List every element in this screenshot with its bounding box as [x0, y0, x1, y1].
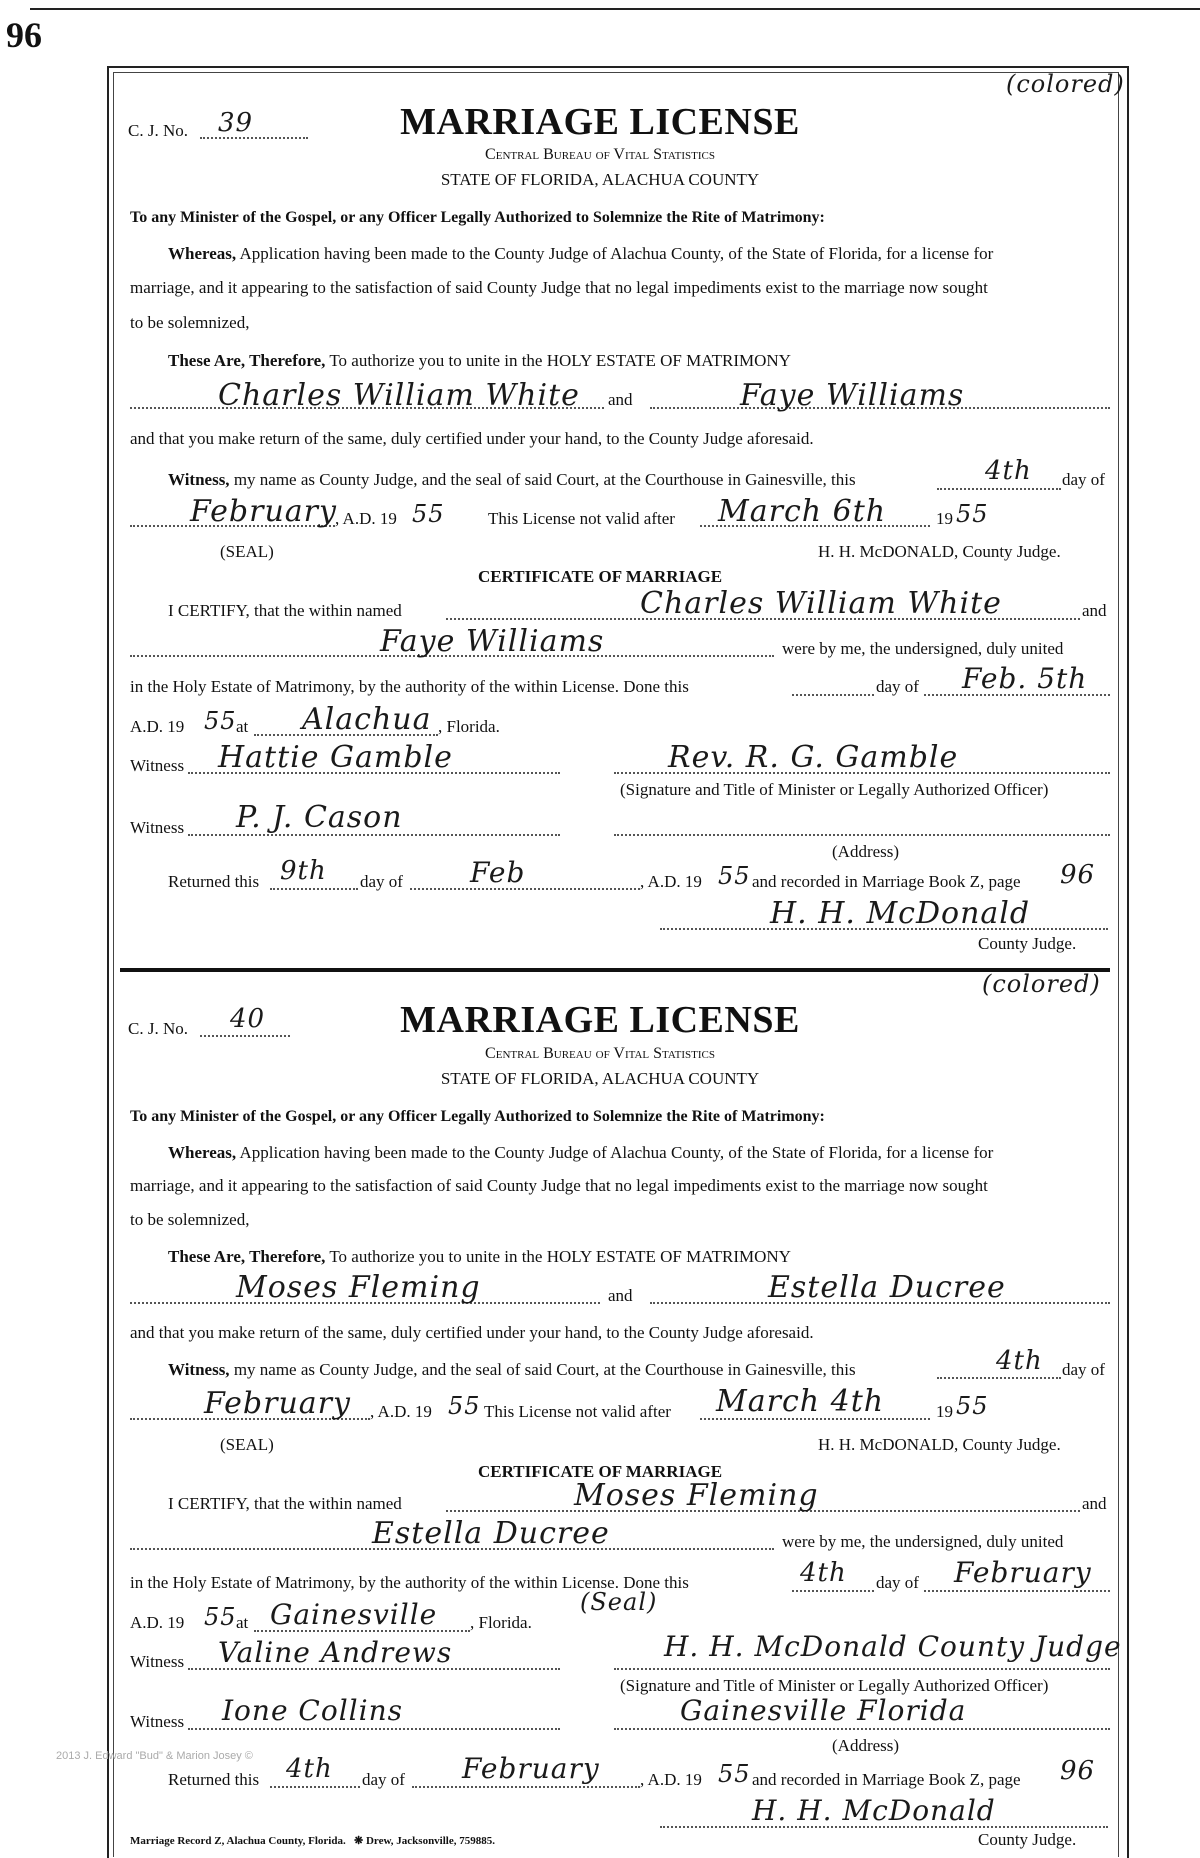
returned-day-dots — [270, 888, 358, 890]
witness-2-label: Witness — [130, 818, 185, 837]
these-are-line: These Are, Therefore, To authorize you to unite in the HOLY ESTATE OF MATRIMONY — [168, 351, 791, 370]
witness-2-name: Ione Collins — [222, 1694, 403, 1727]
returned-month-dots — [412, 1786, 640, 1788]
issue-day-dots — [937, 1377, 1061, 1379]
witness-1-label: Witness — [130, 756, 185, 775]
officer-signature: H. H. McDonald County Judge — [664, 1630, 1122, 1663]
officer-dots — [614, 1668, 1110, 1670]
ad-label: , A.D. 19 — [335, 509, 397, 528]
record-page: 96 — [1060, 860, 1096, 890]
cert-and-label: and — [1082, 1494, 1107, 1513]
ad-label: , A.D. 19 — [370, 1402, 432, 1421]
returned-day: 9th — [280, 856, 327, 886]
done-month-dots — [924, 1590, 1110, 1592]
printer-mark: ❋ — [353, 1835, 364, 1847]
done-day-dots — [792, 1590, 874, 1592]
state-line: STATE OF FLORIDA, ALACHUA COUNTY — [440, 1069, 760, 1088]
bride-name: Estella Ducree — [768, 1270, 1006, 1305]
done-day: 4th — [800, 1558, 847, 1588]
holy-estate-line: in the Holy Estate of Matrimony, by the authority of the within License. Done this — [130, 1573, 689, 1592]
recorded-label: and recorded in Marriage Book Z, page — [752, 872, 1021, 891]
record-page: 96 — [1060, 1756, 1096, 1786]
cert-bride: Estella Ducree — [372, 1516, 610, 1551]
day-of-label: day of — [1062, 470, 1105, 489]
cj-number: 39 — [218, 108, 254, 138]
done-day-dots — [792, 694, 874, 696]
license-title: MARRIAGE LICENSE — [400, 101, 800, 143]
witness-line: Witness, my name as County Judge, and the seal of said Court, at the Courthouse in Gainesville, this — [168, 1360, 856, 1379]
address-caption: (Address) — [832, 842, 900, 861]
place: Alachua — [302, 702, 432, 737]
whereas-line-3: to be solemnized, — [130, 1210, 250, 1229]
officer-signature: Rev. R. G. Gamble — [668, 740, 959, 775]
cert-and-label: and — [1082, 601, 1107, 620]
county-judge-label: County Judge. — [978, 934, 1077, 953]
witness-1-name: Hattie Gamble — [218, 740, 453, 775]
done-year: 55 — [204, 1603, 237, 1631]
and-label: and — [608, 390, 633, 409]
holy-estate-line: in the Holy Estate of Matrimony, by the authority of the within License. Done this — [130, 677, 689, 696]
seal-label: (SEAL) — [220, 542, 274, 561]
done-month: Feb. 5th — [962, 662, 1088, 695]
county-judge-label: County Judge. — [978, 1830, 1077, 1849]
judge-signature: H. H. McDonald — [770, 896, 1031, 931]
ad2-label: A.D. 19 — [130, 717, 185, 736]
cj-label: C. J. No. — [128, 121, 188, 140]
issue-year: 55 — [448, 1392, 481, 1420]
at-label: at — [236, 1613, 249, 1632]
groom-name: Charles William White — [218, 378, 580, 413]
certify-label: I CERTIFY, that the within named — [168, 601, 402, 620]
cert-bride: Faye Williams — [380, 624, 605, 659]
witness-1-name: Valine Andrews — [218, 1636, 453, 1669]
witness-2-dots — [188, 1728, 560, 1730]
copyright-watermark: 2013 J. Edward "Bud" & Marion Josey © — [56, 1750, 253, 1762]
bureau-line: Central Bureau of Vital Statistics — [485, 146, 715, 163]
issue-day-dots — [937, 488, 1061, 490]
done-year: 55 — [204, 707, 237, 735]
whereas-line-1: Whereas, Application having been made to the County Judge of Alachua County, of the State of Florida, for a license for — [168, 244, 994, 263]
seal-label: (SEAL) — [220, 1435, 274, 1454]
cert-groom: Moses Fleming — [574, 1478, 819, 1513]
done-month: February — [954, 1556, 1092, 1589]
valid-until: March 6th — [718, 494, 887, 529]
issue-day: 4th — [996, 1346, 1043, 1376]
united-label: were by me, the undersigned, duly united — [782, 639, 1064, 658]
colored-note: (colored) — [982, 970, 1101, 998]
top-rule — [30, 8, 1200, 10]
bureau-line: Central Bureau of Vital Statistics — [485, 1045, 715, 1062]
returned-day-of: day of — [362, 1770, 405, 1789]
at-label: at — [236, 717, 249, 736]
issue-month: February — [204, 1386, 351, 1421]
returned-ad: , A.D. 19 — [640, 872, 702, 891]
groom-name: Moses Fleming — [236, 1270, 481, 1305]
signature-caption: (Signature and Title of Minister or Legally Authorized Officer) — [620, 1676, 1049, 1695]
returned-label: Returned this — [168, 872, 260, 891]
recorded-label: and recorded in Marriage Book Z, page — [752, 1770, 1021, 1789]
cj-dots — [200, 137, 308, 139]
valid-until: March 4th — [716, 1384, 885, 1419]
issue-month: February — [190, 494, 337, 529]
returned-ad: , A.D. 19 — [640, 1770, 702, 1789]
to-any-minister: To any Minister of the Gospel, or any Officer Legally Authorized to Solemnize the Rite of Matrimony: — [130, 1108, 825, 1125]
state-line: STATE OF FLORIDA, ALACHUA COUNTY — [440, 170, 760, 189]
returned-day-dots — [270, 1786, 360, 1788]
done-day-of: day of — [876, 1573, 919, 1592]
cj-label: C. J. No. — [128, 1019, 188, 1038]
returned-month: February — [462, 1752, 600, 1785]
witness-1-label: Witness — [130, 1652, 185, 1671]
done-day-of: day of — [876, 677, 919, 696]
address-dots — [614, 1728, 1110, 1730]
place: Gainesville — [270, 1598, 438, 1631]
issue-year: 55 — [412, 500, 445, 528]
returned-day: 4th — [286, 1754, 333, 1784]
judge-signature: H. H. McDonald — [752, 1794, 996, 1827]
judge-name: H. H. McDONALD, County Judge. — [818, 1435, 1061, 1454]
license-divider — [120, 968, 1110, 972]
returned-year: 55 — [718, 1760, 751, 1788]
certificate-title: CERTIFICATE OF MARRIAGE — [478, 567, 723, 586]
ad2-label: A.D. 19 — [130, 1613, 185, 1632]
address-caption: (Address) — [832, 1736, 900, 1755]
seal-handwritten: (Seal) — [580, 1588, 658, 1616]
whereas-line-2: marriage, and it appearing to the satisfaction of said County Judge that no legal impediments exist to the marriage now sought — [130, 1176, 988, 1195]
cj-dots — [200, 1035, 290, 1037]
cj-number: 40 — [230, 1004, 266, 1034]
witness-2-name: P. J. Cason — [236, 800, 403, 835]
certificate-title: CERTIFICATE OF MARRIAGE — [478, 1462, 723, 1481]
florida-label: , Florida. — [470, 1613, 532, 1632]
judge-name: H. H. McDONALD, County Judge. — [818, 542, 1061, 561]
these-are-line: These Are, Therefore, To authorize you to unite in the HOLY ESTATE OF MATRIMONY — [168, 1247, 791, 1266]
not-valid-label: This License not valid after — [484, 1402, 671, 1421]
to-any-minister: To any Minister of the Gospel, or any Officer Legally Authorized to Solemnize the Rite of Matrimony: — [130, 209, 825, 226]
issue-day: 4th — [985, 456, 1032, 486]
bride-name: Faye Williams — [740, 378, 965, 413]
colored-note: (colored) — [1006, 70, 1125, 98]
florida-label: , Florida. — [438, 717, 500, 736]
return-line: and that you make return of the same, duly certified under your hand, to the County Judge aforesaid. — [130, 429, 814, 448]
whereas-line-2: marriage, and it appearing to the satisfaction of said County Judge that no legal impediments exist to the marriage now sought — [130, 278, 988, 297]
certify-label: I CERTIFY, that the within named — [168, 1494, 402, 1513]
united-label: were by me, the undersigned, duly united — [782, 1532, 1064, 1551]
valid-year: 55 — [956, 1392, 989, 1420]
address-dots — [614, 834, 1110, 836]
witness-2-label: Witness — [130, 1712, 185, 1731]
returned-label: Returned this — [168, 1770, 260, 1789]
valid-year: 55 — [956, 500, 989, 528]
returned-day-of: day of — [360, 872, 403, 891]
whereas-line-1: Whereas, Application having been made to the County Judge of Alachua County, of the State of Florida, for a license for — [168, 1143, 994, 1162]
witness-line: Witness, my name as County Judge, and the seal of said Court, at the Courthouse in Gainesville, this — [168, 470, 856, 489]
day-of-label: day of — [1062, 1360, 1105, 1379]
valid-year-prefix: 19 — [936, 1402, 953, 1421]
footer-record-note: Marriage Record Z, Alachua County, Florida. ❋ Drew, Jacksonville, 759885. — [130, 1835, 495, 1847]
license-title: MARRIAGE LICENSE — [400, 999, 800, 1041]
not-valid-label: This License not valid after — [488, 509, 675, 528]
valid-year-prefix: 19 — [936, 509, 953, 528]
and-label: and — [608, 1286, 633, 1305]
signature-caption: (Signature and Title of Minister or Legally Authorized Officer) — [620, 780, 1049, 799]
cert-groom: Charles William White — [640, 586, 1002, 621]
page-number: 96 — [6, 15, 42, 55]
returned-month: Feb — [470, 856, 526, 889]
return-line: and that you make return of the same, duly certified under your hand, to the County Judge aforesaid. — [130, 1323, 814, 1342]
whereas-line-3: to be solemnized, — [130, 313, 250, 332]
address-value: Gainesville Florida — [680, 1694, 967, 1727]
returned-year: 55 — [718, 862, 751, 890]
